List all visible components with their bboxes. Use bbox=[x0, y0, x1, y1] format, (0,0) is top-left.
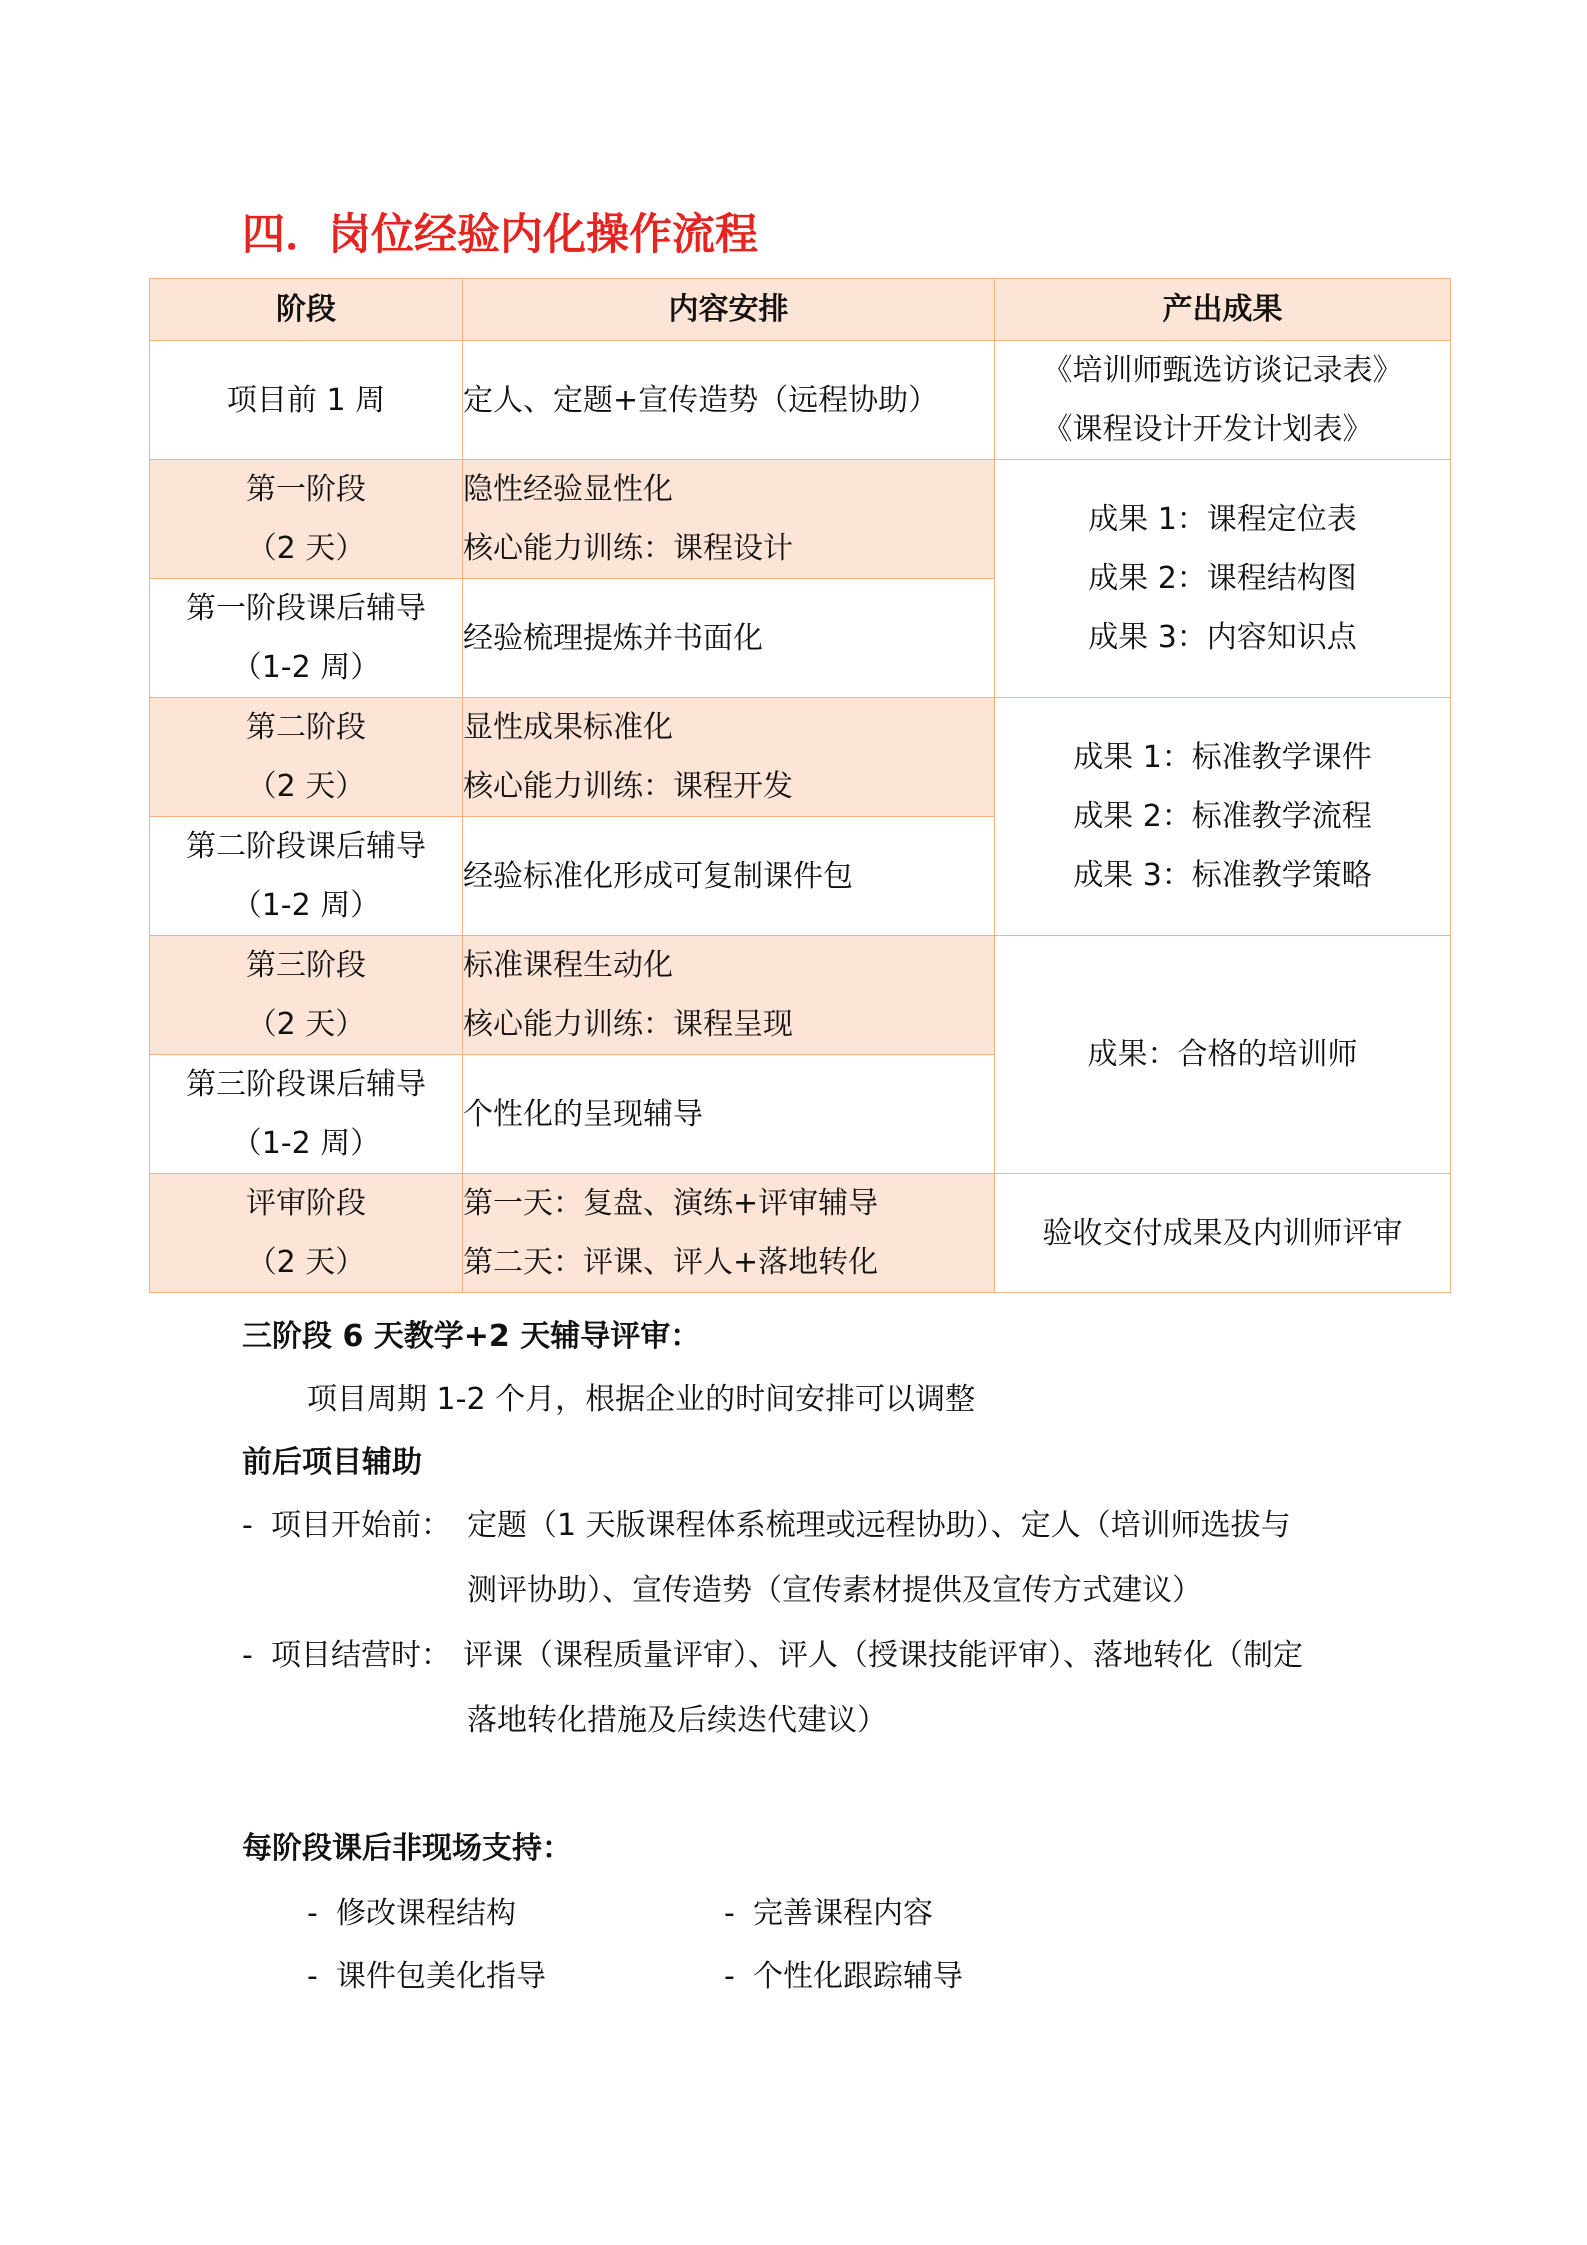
stage-duration: （2 天） bbox=[246, 1245, 366, 1280]
output-item: 成果 2：标准教学流程 bbox=[1073, 799, 1372, 834]
content-text: 核心能力训练：课程开发 bbox=[463, 769, 793, 804]
cell-content bbox=[463, 936, 995, 1055]
stage-duration: （1-2 周） bbox=[231, 888, 381, 923]
content-text: 核心能力训练：课程设计 bbox=[463, 531, 793, 566]
stage-label: 第三阶段 bbox=[246, 948, 366, 983]
table-row-phase-3 bbox=[150, 936, 1451, 1055]
cell-stage bbox=[150, 460, 463, 579]
table-row-phase-1 bbox=[150, 460, 1451, 579]
cell-stage bbox=[150, 341, 463, 460]
output-item: 成果 3：内容知识点 bbox=[1088, 620, 1357, 655]
content-text: 标准课程生动化 bbox=[463, 948, 673, 983]
stage-label: 第二阶段课后辅导 bbox=[186, 829, 426, 864]
stage-label: 评审阶段 bbox=[246, 1186, 366, 1221]
cell-stage bbox=[150, 698, 463, 817]
output-item: 《培训师甄选访谈记录表》 bbox=[1042, 353, 1403, 388]
stage-duration: （1-2 周） bbox=[231, 1126, 381, 1161]
cell-output bbox=[995, 698, 1451, 936]
assist-heading: 前后项目辅助 bbox=[242, 1445, 422, 1480]
content-text: 经验梳理提炼并书面化 bbox=[463, 620, 763, 656]
stage-label: 第一阶段课后辅导 bbox=[186, 591, 426, 626]
support-bullet: - bbox=[307, 1959, 318, 1994]
assist-item-label: 项目开始前： bbox=[271, 1508, 451, 1543]
content-text: 第一天：复盘、演练+评审辅导 bbox=[463, 1186, 879, 1221]
assist-item-text: 定题（1 天版课程体系梳理或远程协助）、定人（培训师选拔与 bbox=[467, 1508, 1291, 1543]
cell-stage bbox=[150, 1055, 463, 1174]
support-item: 个性化跟踪辅导 bbox=[753, 1959, 963, 1994]
stage-duration: （1-2 周） bbox=[231, 650, 381, 685]
stage-duration: （2 天） bbox=[246, 1007, 366, 1042]
summary-note: 项目周期 1-2 个月，根据企业的时间安排可以调整 bbox=[307, 1382, 976, 1417]
support-item: 修改课程结构 bbox=[336, 1896, 516, 1931]
table-row-pre bbox=[150, 341, 1451, 460]
header-output: 产出成果 bbox=[995, 279, 1451, 341]
stage-duration: （2 天） bbox=[246, 769, 366, 804]
assist-item-text: 测评协助）、宣传造势（宣传素材提供及宣传方式建议） bbox=[467, 1573, 1202, 1608]
output-item: 成果 3：标准教学策略 bbox=[1073, 858, 1372, 893]
stage-label: 第二阶段 bbox=[246, 710, 366, 745]
content-text: 隐性经验显性化 bbox=[463, 472, 673, 507]
support-bullet: - bbox=[724, 1959, 735, 1994]
assist-item-text: 评课（课程质量评审）、评人（授课技能评审）、落地转化（制定 bbox=[463, 1638, 1303, 1673]
process-table bbox=[149, 278, 1451, 1293]
cell-content bbox=[463, 1174, 995, 1293]
output-item: 成果 2：课程结构图 bbox=[1088, 561, 1357, 596]
content-text: 个性化的呈现辅导 bbox=[463, 1096, 703, 1132]
cell-content bbox=[463, 460, 995, 579]
support-bullet: - bbox=[307, 1896, 318, 1931]
stage-duration: （2 天） bbox=[246, 531, 366, 566]
cell-output bbox=[995, 341, 1451, 460]
cell-output bbox=[995, 460, 1451, 698]
cell-output bbox=[995, 936, 1451, 1174]
header-stage: 阶段 bbox=[150, 279, 463, 341]
cell-content bbox=[463, 698, 995, 817]
output-item: 成果：合格的培训师 bbox=[1087, 1037, 1358, 1072]
cell-stage bbox=[150, 936, 463, 1055]
output-item: 《课程设计开发计划表》 bbox=[1042, 412, 1373, 447]
assist-item-text: 落地转化措施及后续迭代建议） bbox=[467, 1703, 887, 1738]
stage-label: 第一阶段 bbox=[246, 472, 366, 507]
content-text: 定人、定题+宣传造势（远程协助） bbox=[463, 382, 939, 418]
table-row-phase-2 bbox=[150, 698, 1451, 817]
table-header-row bbox=[150, 279, 1451, 341]
stage-label: 项目前 1 周 bbox=[226, 382, 386, 418]
stage-label: 第三阶段课后辅导 bbox=[186, 1067, 426, 1102]
support-bullet: - bbox=[724, 1896, 735, 1931]
cell-stage bbox=[150, 1174, 463, 1293]
cell-content bbox=[463, 341, 995, 460]
cell-stage bbox=[150, 817, 463, 936]
content-text: 核心能力训练：课程呈现 bbox=[463, 1007, 793, 1042]
output-item: 验收交付成果及内训师评审 bbox=[1042, 1215, 1403, 1251]
cell-stage bbox=[150, 579, 463, 698]
assist-bullet: - bbox=[242, 1638, 253, 1673]
content-text: 显性成果标准化 bbox=[463, 710, 673, 745]
support-heading: 每阶段课后非现场支持： bbox=[242, 1831, 572, 1866]
header-content: 内容安排 bbox=[463, 279, 995, 341]
cell-content bbox=[463, 579, 995, 698]
summary-heading: 三阶段 6 天教学+2 天辅导评审： bbox=[242, 1319, 701, 1354]
output-item: 成果 1：标准教学课件 bbox=[1073, 740, 1372, 775]
assist-bullet: - bbox=[242, 1508, 253, 1543]
table-row-review bbox=[150, 1174, 1451, 1293]
cell-content bbox=[463, 1055, 995, 1174]
content-text: 第二天：评课、评人+落地转化 bbox=[463, 1245, 879, 1280]
support-item: 课件包美化指导 bbox=[336, 1959, 546, 1994]
output-item: 成果 1：课程定位表 bbox=[1088, 502, 1357, 537]
cell-output bbox=[995, 1174, 1451, 1293]
assist-item-label: 项目结营时： bbox=[271, 1638, 451, 1673]
cell-content bbox=[463, 817, 995, 936]
content-text: 经验标准化形成可复制课件包 bbox=[463, 858, 853, 894]
support-item: 完善课程内容 bbox=[753, 1896, 933, 1931]
section-title: 四．岗位经验内化操作流程 bbox=[242, 210, 758, 260]
